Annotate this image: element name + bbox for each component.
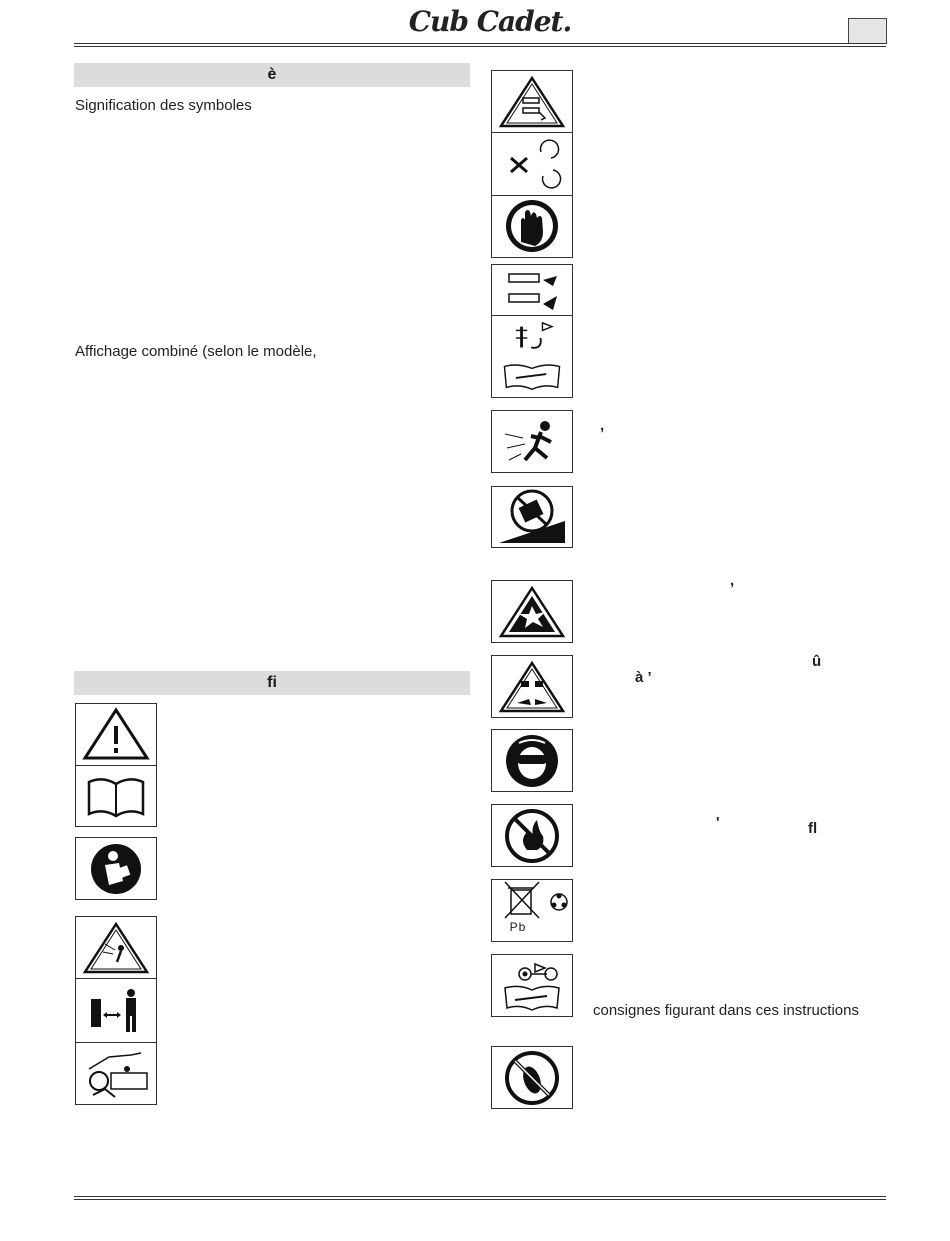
consignes-text: consignes figurant dans ces instructions [593, 1002, 859, 1019]
header-rule-2 [74, 46, 886, 47]
read-manual-icon [79, 768, 153, 824]
footer-rule-2 [74, 1199, 886, 1200]
service-manual-icon [495, 958, 569, 1014]
runover-mower-icon [79, 1045, 153, 1101]
tipping-tractor-icon [495, 489, 569, 545]
brand-logo: Cub Cadet. [408, 4, 572, 38]
icon-group-levers [491, 264, 573, 398]
eye-protection-icon [495, 733, 569, 789]
warning-triangle-icon [79, 706, 153, 762]
lever-positions-icon [495, 262, 569, 318]
fragment-fl: fl [808, 820, 818, 837]
icon-group-blade [491, 70, 573, 258]
icon-box-no-fire [491, 804, 573, 867]
crossed-bin-icon [495, 880, 569, 920]
no-foot-icon [495, 1050, 569, 1106]
read-instructions-circle-icon [79, 841, 153, 897]
rotating-blade-icon [495, 136, 569, 192]
page-number-box [848, 18, 887, 44]
projectile-person-icon [495, 414, 569, 470]
icon-box-service-manual [491, 954, 573, 1017]
symbols-meaning-title: Signification des symboles [75, 97, 252, 114]
icon-group-safety [75, 916, 157, 1105]
hand-glove-icon [495, 198, 569, 254]
fragment-u: û [812, 653, 822, 670]
footer-rule [74, 1196, 886, 1197]
service-lever-icon [495, 319, 569, 357]
fragment-quote: ' [716, 814, 720, 831]
icon-group-warning-manual [75, 703, 157, 827]
header-rule [74, 43, 886, 44]
icon-box-corrosive [491, 655, 573, 718]
icon-box-recycle [491, 879, 573, 942]
cutting-blade-warning-icon [495, 74, 569, 130]
icon-box-read-instructions [75, 837, 157, 900]
combined-display-label: Affichage combiné (selon le modèle, [75, 343, 317, 360]
icon-box-explosion [491, 580, 573, 643]
keep-distance-icon [79, 983, 153, 1039]
icon-box-no-foot [491, 1046, 573, 1109]
thrown-objects-warning-icon [79, 920, 153, 976]
section-band-1 [74, 63, 470, 87]
explosion-warning-icon [495, 584, 569, 640]
fragment-comma-2: , [730, 572, 735, 589]
icon-box-tipping [491, 486, 573, 548]
section-band-2 [74, 671, 470, 695]
section-heading-2: fi [267, 674, 277, 691]
corrosive-warning-icon [495, 659, 569, 715]
section-heading-1: è [267, 66, 277, 83]
fragment-comma-1: , [600, 417, 605, 434]
lead-symbol-label: Pb [509, 920, 527, 934]
icon-box-eye-protection [491, 729, 573, 792]
manual-wrench-icon [495, 357, 569, 395]
icon-box-projectile [491, 410, 573, 473]
no-fire-icon [495, 808, 569, 864]
fragment-a: à ’ [635, 669, 652, 686]
